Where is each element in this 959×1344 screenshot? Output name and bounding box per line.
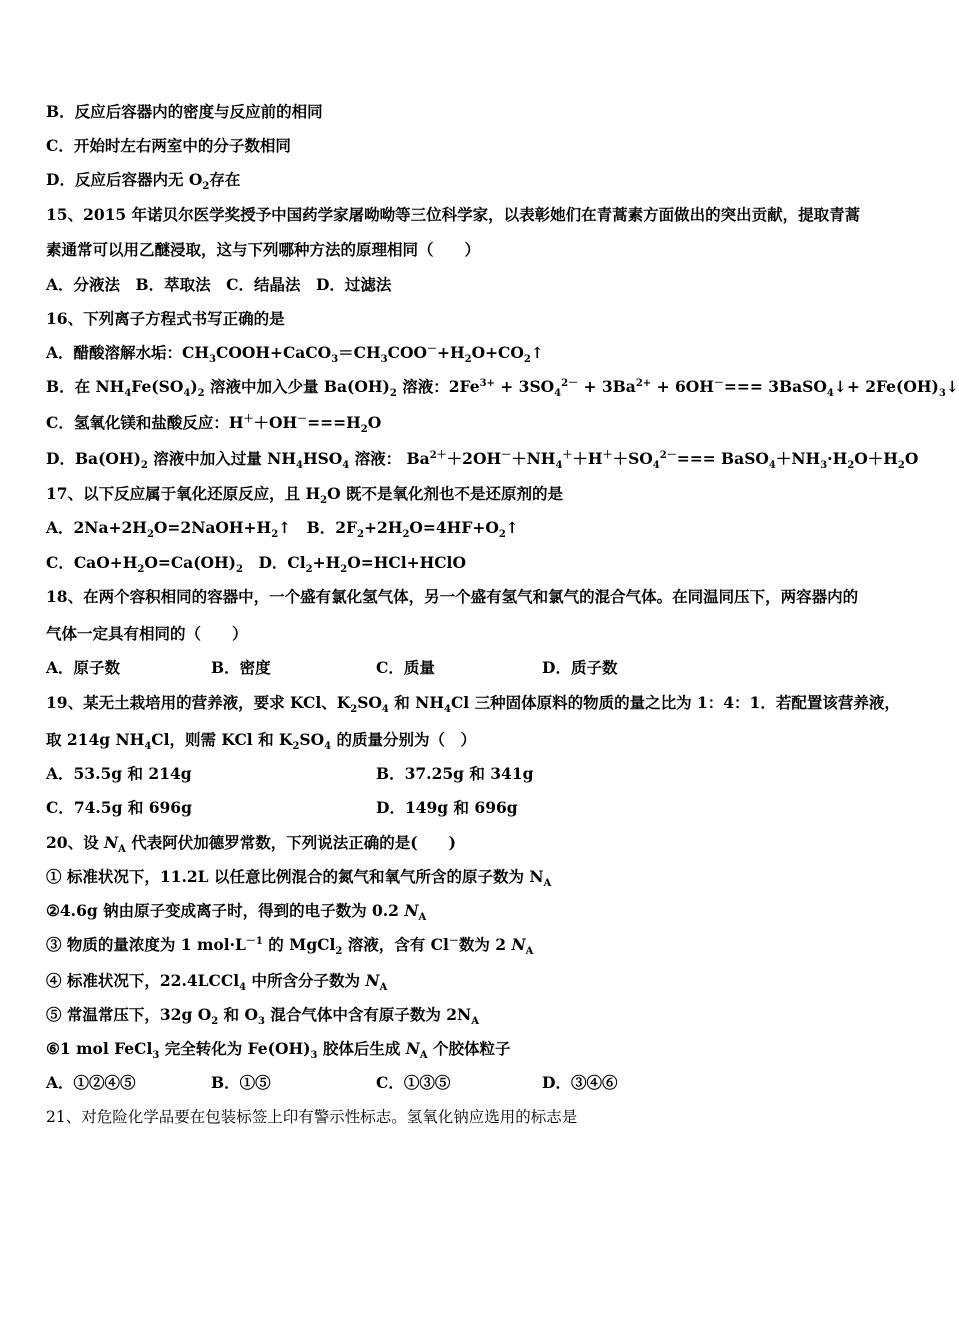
q21-stem: 21、对危险化学品要在包装标签上印有警示性标志。氢氧化钠应选用的标志是 xyxy=(46,1108,578,1126)
q20-statement-2: ②4.6g 钠由原子变成离子时，得到的电子数为 0.2 $N_A$ xyxy=(46,901,427,924)
q18-option-b: B．密度 xyxy=(211,658,271,677)
q16-option-c: C．氢氧化镁和盐酸反应：$H^++OH^-===H_2O$ xyxy=(46,413,382,436)
q18-stem-line2: 气体一定具有相同的（ ） xyxy=(46,624,248,643)
q14-option-b: B．反应后容器内的密度与反应前的相同 xyxy=(46,102,323,121)
q15-stem-line2: 素通常可以用乙醚浸取，这与下列哪种方法的原理相同（ ） xyxy=(46,240,481,259)
q20-statement-6: ⑥1 mol FeCl$_3$ 完全转化为 $Fe(OH)_3$ 胶体后生成 $N_A$ 个胶体粒子 xyxy=(46,1039,511,1062)
q19-stem-line2: 取 214g $NH_4Cl$，则需 KCl 和 $K_2SO_4$ 的质量分别为（ ） xyxy=(46,730,476,753)
q18-option-a: A．原子数 xyxy=(46,658,121,677)
q16-option-b: B．在 $NH_4Fe(SO_4)_2$ 溶液中加入少量 $Ba(OH)_2$ 溶液：$2Fe^{3+} + 3SO_4^{2-} + 3Ba^{2+} + 6OH^-===$ 3BaSO$_4$↓+ $2Fe(OH)_3↓$ xyxy=(46,377,959,400)
q19-option-b: B．37.25g 和 341g xyxy=(376,764,534,783)
q14-option-c: C．开始时左右两室中的分子数相同 xyxy=(46,136,291,155)
q18-stem-line1: 18、在两个容积相同的容器中，一个盛有氯化氢气体，另一个盛有氢气和氯气的混合气体。在同温同压下，两容器内的 xyxy=(46,587,859,606)
q15-options: A．分液法 B．萃取法 C．结晶法 D．过滤法 xyxy=(46,275,392,294)
q19-option-c: C．74.5g 和 696g xyxy=(46,798,192,817)
q20-option-d: D．③④⑥ xyxy=(542,1073,618,1092)
q20-option-b: B．①⑤ xyxy=(211,1073,271,1092)
q20-statement-3: ③ 物质的量浓度为 1 $mol\cdot L^{-1}$ 的 MgCl$_2$ 溶液，含有 Cl－数为 2 $N_A$ xyxy=(46,935,534,958)
q18-option-d: D．质子数 xyxy=(542,658,618,677)
q18-option-c: C．质量 xyxy=(376,658,435,677)
q20-statement-5: ⑤ 常温常压下，32g $O_2$ 和 $O_3$ 混合气体中含有原子数为 $2N_A$ xyxy=(46,1005,479,1028)
q17-options-ab: A．$2Na+2H_2O=2NaOH+H_2↑$ B．$2F_2+2H_2O=4HF+O_2↑$ xyxy=(46,518,519,541)
q16-option-a: A．醋酸溶解水垢：$CH_3COOH+CaCO_3=CH_3COO^-+H_2O+CO_2↑$ xyxy=(46,343,544,366)
q15-stem-line1: 15、2015 年诺贝尔医学奖授予中国药学家屠呦呦等三位科学家，以表彰她们在青蒿素方面做出的突出贡献，提取青蒿 xyxy=(46,205,861,224)
q20-option-a: A．①②④⑤ xyxy=(46,1073,136,1092)
q20-statement-4: ④ 标准状况下，22.4LCCl$_4$ 中所含分子数为 $N_A$ xyxy=(46,971,388,994)
q19-stem-line1: 19、某无土栽培用的营养液，要求 KCl、$K_2SO_4$ 和 $NH_4Cl$ 三种固体原料的物质的量之比为 1：4：1．若配置该营养液， xyxy=(46,693,900,716)
q17-stem: 17、以下反应属于氧化还原反应，且 $H_2O$ 既不是氧化剂也不是还原剂的是 xyxy=(46,484,563,507)
q20-statement-1: ① 标准状况下，11.2L 以任意比例混合的氮气和氧气所含的原子数为 $N_A$ xyxy=(46,867,552,890)
q19-option-d: D．149g 和 696g xyxy=(376,798,518,817)
q19-option-a: A．53.5g 和 214g xyxy=(46,764,192,783)
q20-option-c: C．①③⑤ xyxy=(376,1073,451,1092)
q17-options-cd: C．$CaO+H_2O=Ca(OH)_2$ D．$Cl_2+H_2O=HCl+HClO$ xyxy=(46,553,466,576)
q16-stem: 16、下列离子方程式书写正确的是 xyxy=(46,309,285,328)
q16-option-d: D．$Ba(OH)_2$ 溶液中加入过量 $NH_4HSO_4$ 溶液： $Ba^{2+}+2OH^-+NH_4^++H^++SO_4^{2-}===$ $BaSO_4+NH_3\cdot H_2O+H_2O$ xyxy=(46,449,919,472)
q14-option-d: D．反应后容器内无 $O_2$存在 xyxy=(46,170,241,193)
q20-stem: 20、设 $N_A$ 代表阿伏加德罗常数，下列说法正确的是( ) xyxy=(46,833,456,856)
